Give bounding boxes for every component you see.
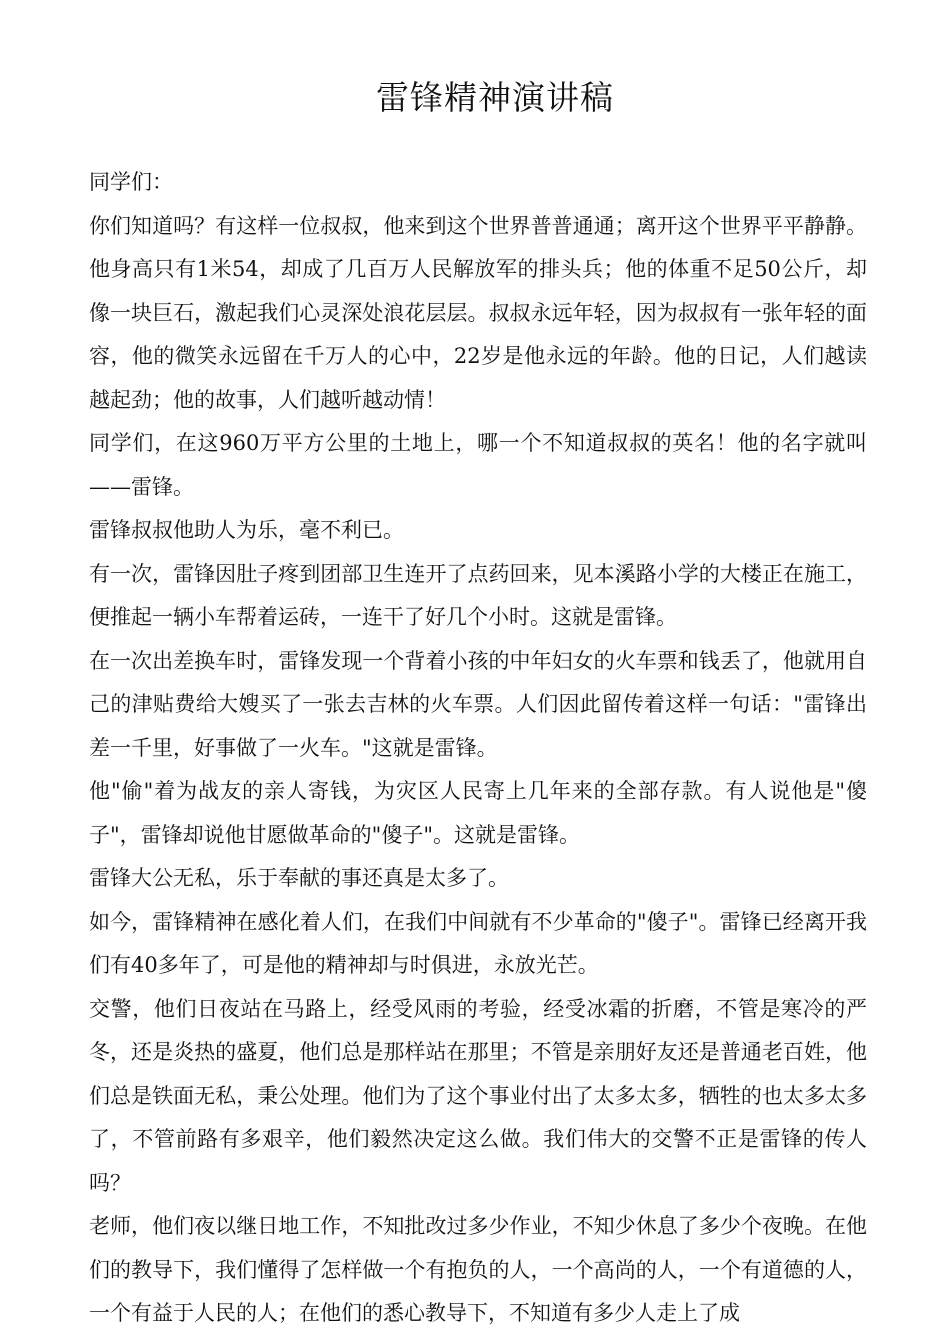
paragraph-traffic-police: 交警，他们日夜站在马路上，经受风雨的考验，经受冰霜的折磨，不管是寒冷的严冬，还是炎热的盛夏，他们总是那样站在那里；不管是亲朋好友还是普通老百姓，他们总是铁面无私，秉公处理。他们为了这个事业付出了太多太多，牺牲的也太多太多了，不管前路有多艰辛，他们毅然决定这么做。我们伟大的交警不正是雷锋的传人吗？ [89,996,867,1195]
paragraph-story-train: 在一次出差换车时，雷锋发现一个背着小孩的中年妇女的火车票和钱丢了，他就用自己的津贴费给大嫂买了一张去吉林的火车票。人们因此留传着这样一句话："雷锋出差一千里，好事做了一火车。"这就是雷锋。 [89,648,867,760]
paragraph-greeting: 同学们： [89,170,173,194]
document-body [89,161,867,1336]
document-title: 雷锋精神演讲稿 [376,78,614,117]
paragraph-helping-others: 雷锋叔叔他助人为乐，毫不利已。 [89,518,404,542]
paragraph-teachers: 老师，他们夜以继日地工作，不知批改过多少作业，不知少休息了多少个夜晚。在他们的教导下，我们懂得了怎样做一个有抱负的人，一个高尚的人，一个有道德的人，一个有益于人民的人；在他们的悉心教导下，不知道有多少人走上了成 [89,1214,867,1325]
paragraph-story-school: 有一次，雷锋因肚子疼到团部卫生连开了点药回来，见本溪路小学的大楼正在施工，便推起一辆小车帮着运砖，一连干了好几个小时。这就是雷锋。 [89,561,867,629]
paragraph-selfless: 雷锋大公无私，乐于奉献的事还真是太多了。 [89,866,509,890]
paragraph-today: 如今，雷锋精神在感化着人们，在我们中间就有不少革命的"傻子"。雷锋已经离开我们有40多年了，可是他的精神却与时俱进，永放光芒。 [89,909,867,977]
paragraph-story-donation: 他"偷"着为战友的亲人寄钱，为灾区人民寄上几年来的全部存款。有人说他是"傻子"，雷锋却说他甘愿做革命的"傻子"。这就是雷锋。 [89,779,867,847]
paragraph-intro: 你们知道吗？有这样一位叔叔，他来到这个世界普普通通；离开这个世界平平静静。他身高只有1米54，却成了几百万人民解放军的排头兵；他的体重不足50公斤，却像一块巨石，激起我们心灵深处浪花层层。叔叔永远年轻，因为叔叔有一张年轻的面容，他的微笑永远留在千万人的心中，22岁是他永远的年龄。他的日记，人们越读越起劲；他的故事，人们越听越动情！ [89,213,867,412]
paragraph-name-reveal: 同学们，在这960万平方公里的土地上，哪一个不知道叔叔的英名！他的名字就叫——雷锋。 [89,431,867,499]
